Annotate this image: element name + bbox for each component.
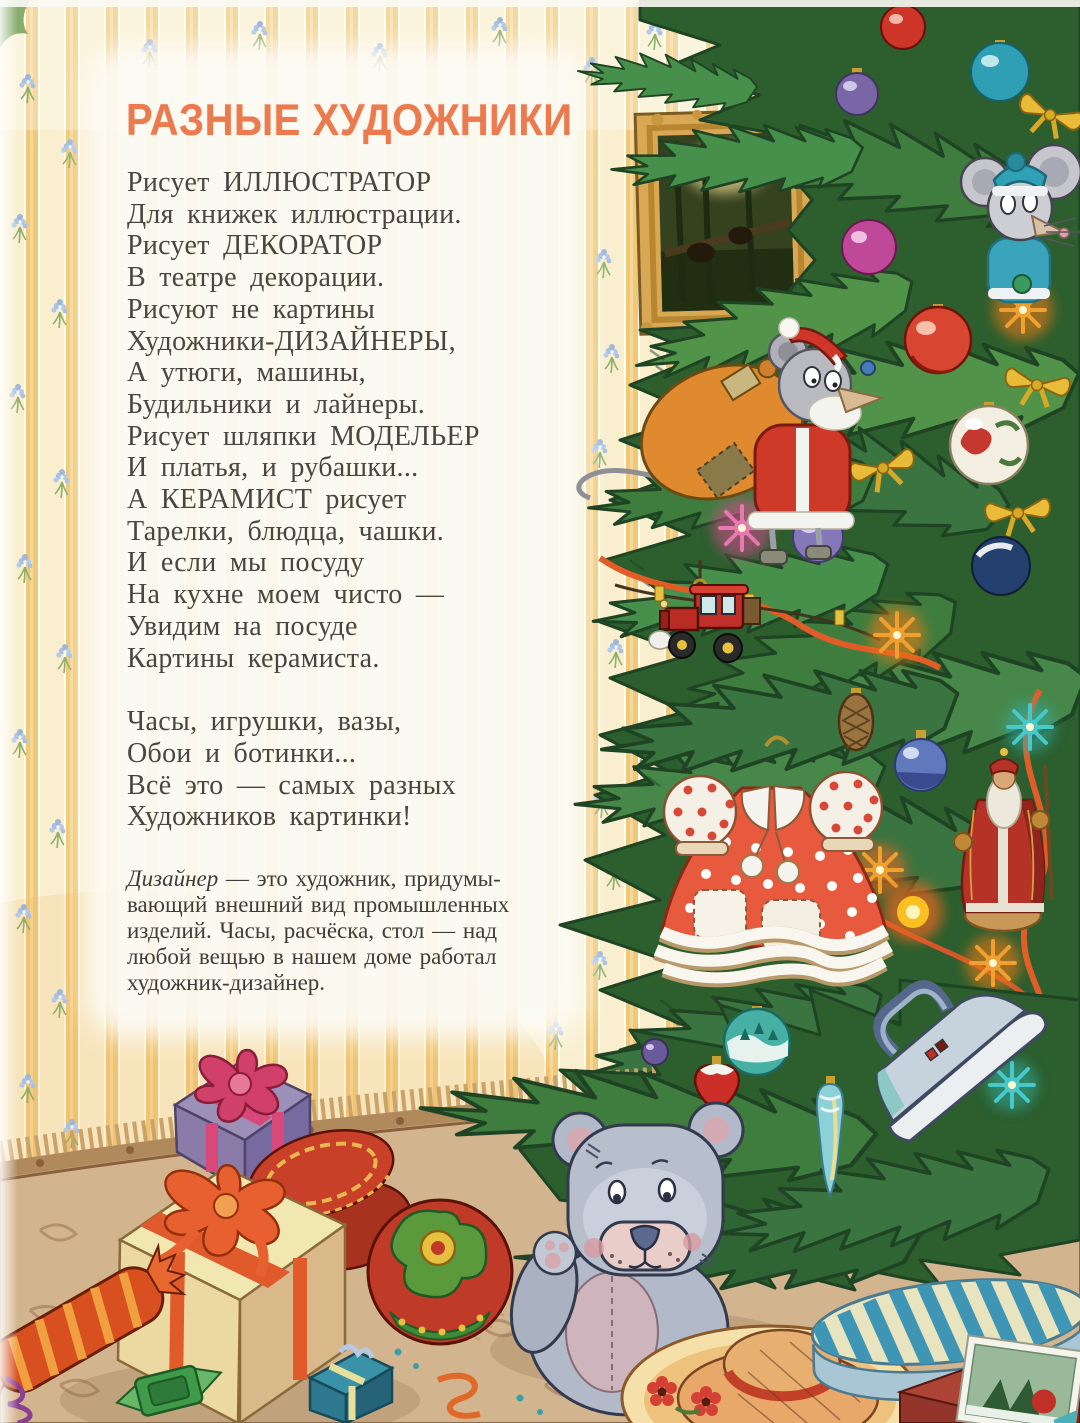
poem-stanza-1 xyxy=(127,167,480,674)
footnote xyxy=(127,866,577,996)
footnote-line: вающий внешний вид промышленных xyxy=(127,891,510,917)
poem-line: И если мы посуду xyxy=(127,547,365,579)
poem-line: Всё это — самых разных xyxy=(127,769,457,801)
page-title: РАЗНЫЕ ХУДОЖНИКИ xyxy=(126,96,573,146)
footnote-line: любой вещью в нашем доме работал xyxy=(127,943,497,969)
poem-line: Рисует шляпки МОДЕЛЬЕР xyxy=(127,420,480,452)
poem-line: И платья, и рубашки... xyxy=(127,452,419,484)
footnote-term: Дизайнер xyxy=(127,866,219,891)
poem-line: Рисуют не картины xyxy=(127,293,376,325)
footnote-line xyxy=(127,866,577,892)
poem xyxy=(127,167,480,833)
footnote-text: — это художник, придумы- xyxy=(218,866,501,891)
poem-line: Часы, игрушки, вазы, xyxy=(127,706,402,738)
poem-line: Художники-ДИЗАЙНЕРЫ, xyxy=(127,325,456,357)
poem-line: В театре декорации. xyxy=(127,262,385,294)
poem-line: На кухне моем чисто — xyxy=(127,579,445,611)
poem-line: Для книжек иллюстрации. xyxy=(127,198,462,230)
poem-line: Рисует ИЛЛЮСТРАТОР xyxy=(127,167,432,198)
poem-line: Художников картинки! xyxy=(127,801,412,833)
poem-line: Будильники и лайнеры. xyxy=(127,388,426,420)
footnote-line: художник-дизайнер. xyxy=(127,969,326,995)
poem-line: Увидим на посуде xyxy=(127,610,358,642)
poem-line: Обои и ботинки... xyxy=(127,737,357,769)
poem-line: Тарелки, блюдца, чашки. xyxy=(127,515,445,547)
poem-line: А утюги, машины, xyxy=(127,357,366,389)
poem-line: А КЕРАМИСТ рисует xyxy=(127,484,407,516)
poem-line: Картины керамиста. xyxy=(127,642,380,674)
footnote-line: изделий. Часы, расчёска, стол — над xyxy=(127,917,498,943)
poem-stanza-2 xyxy=(127,706,480,833)
poem-line: Рисует ДЕКОРАТОР xyxy=(127,230,383,262)
